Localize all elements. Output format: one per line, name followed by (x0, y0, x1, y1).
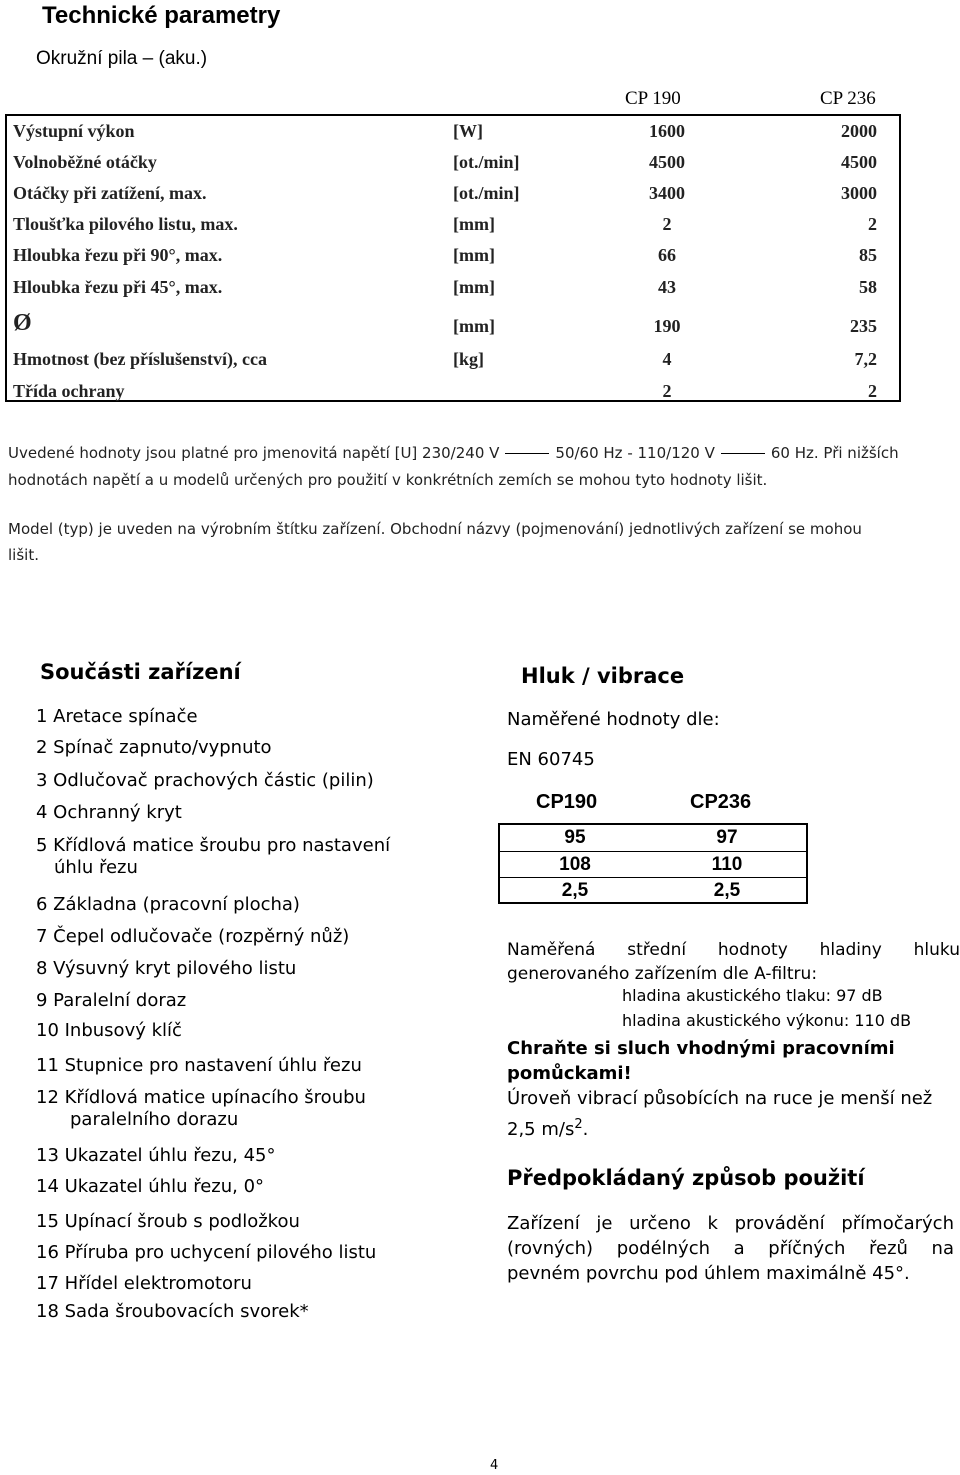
table-row (500, 851, 806, 878)
noise-cp190-value: 2,5 (561, 880, 589, 901)
usage-line3: pevném povrchu pod úhlem maximálně 45°. (507, 1263, 910, 1284)
spec-unit: [W] (453, 121, 483, 141)
list-item: 7 Čepel odlučovače (rozpěrný nůž) (36, 926, 350, 947)
spec-cp190: 4500 (649, 152, 685, 172)
list-item (36, 835, 390, 878)
usage-heading: Předpokládaný způsob použití (507, 1166, 865, 1190)
spec-name: Třída ochrany (13, 381, 125, 401)
list-item: 1 Aretace spínače (36, 706, 198, 727)
list-item: 10 Inbusový klíč (36, 1020, 182, 1041)
spec-name: Hloubka řezu při 90°, max. (13, 245, 223, 265)
diameter-symbol: Ø (13, 310, 32, 336)
voltage-note-line2: hodnotách napětí a u modelů určených pro použití v konkrétních zemích se mohou tyto hodnoty lišit. (8, 471, 768, 489)
noise-cp236-value: 2,5 (713, 880, 741, 901)
noise-cp236-value: 97 (716, 827, 738, 848)
noise-model-cp236: CP236 (690, 791, 752, 813)
spec-unit: [mm] (453, 214, 495, 234)
voltage-note-part: Při nižších (823, 444, 899, 462)
spec-cp190: 2 (662, 381, 672, 401)
spec-cp236: 2 (868, 381, 877, 401)
sound-pressure-level: hladina akustického tlaku: 97 dB (622, 986, 883, 1005)
page-number: 4 (490, 1458, 499, 1473)
model-cp236-header: CP 236 (820, 88, 876, 109)
noise-cp190-value: 108 (559, 854, 591, 875)
usage-line2: (rovných) podélných a příčných řezů na (507, 1238, 954, 1259)
table-row (500, 877, 806, 904)
spec-unit: [mm] (453, 316, 495, 336)
spec-cp190: 4 (662, 349, 672, 369)
vibration-text (507, 1086, 960, 1143)
vibration-value: 2,5 m/s (507, 1119, 575, 1140)
spec-cp236: 4500 (841, 152, 877, 172)
noise-table (498, 823, 808, 904)
spec-cp190: 43 (658, 277, 676, 297)
spec-cp236: 2000 (841, 121, 877, 141)
spec-name: Výstupní výkon (13, 121, 135, 141)
dash-line (721, 453, 765, 454)
list-item: 13 Ukazatel úhlu řezu, 45° (36, 1145, 276, 1166)
list-item-continuation: úhlu řezu (54, 857, 138, 878)
spec-name: Hloubka řezu při 45°, max. (13, 277, 223, 297)
spec-cp190: 1600 (649, 121, 685, 141)
usage-text (507, 1211, 954, 1286)
noise-model-cp190: CP190 (536, 791, 598, 813)
list-item: 8 Výsuvný kryt pilového listu (36, 958, 297, 979)
list-item-text: 5 Křídlová matice šroubu pro nastavení (36, 835, 391, 856)
spec-cp236: 58 (859, 277, 877, 297)
list-item: 9 Paralelní doraz (36, 990, 187, 1011)
list-item-text: 12 Křídlová matice upínacího šroubu (36, 1087, 366, 1108)
list-item: 16 Příruba pro uchycení pilového listu (36, 1242, 377, 1263)
voltage-note-part: Uvedené hodnoty jsou platné pro jmenovitá napětí [U] 230/240 V (8, 444, 500, 462)
vibration-line1: Úroveň vibrací působících na ruce je menší než (507, 1088, 933, 1109)
voltage-note-part: 50/60 Hz - 110/120 V (555, 444, 715, 462)
spec-unit: [mm] (453, 245, 495, 265)
vibration-end: . (582, 1119, 589, 1140)
table-row (500, 825, 806, 851)
noise-heading: Hluk / vibrace (521, 664, 685, 688)
spec-cp190: 2 (662, 214, 672, 234)
model-cp190-header: CP 190 (625, 88, 681, 109)
measured-by-label: Naměřené hodnoty dle: (507, 709, 720, 730)
spec-cp190: 66 (658, 245, 676, 265)
page-subtitle: Okružní pila – (aku.) (36, 48, 208, 69)
list-item-continuation: paralelního dorazu (70, 1109, 239, 1130)
spec-name: Tloušťka pilového listu, max. (13, 214, 238, 234)
spec-cp236: 2 (868, 214, 877, 234)
spec-unit: [kg] (453, 349, 484, 369)
spec-cp190: 3400 (649, 183, 685, 203)
spec-cp236: 85 (859, 245, 877, 265)
dash-line (505, 453, 549, 454)
noise-level-intro-line1: Naměřená střední hodnoty hladiny hluku (507, 940, 960, 960)
spec-cp236: 3000 (841, 183, 877, 203)
list-item: 17 Hřídel elektromotoru (36, 1273, 252, 1294)
spec-name: Volnoběžné otáčky (13, 152, 157, 172)
list-item: 4 Ochranný kryt (36, 802, 182, 823)
noise-level-intro-line2: generovaného zařízením dle A-filtru: (507, 964, 818, 984)
voltage-note-part: 60 Hz. (770, 444, 819, 462)
list-item (36, 1087, 366, 1130)
sound-power-level: hladina akustického výkonu: 110 dB (622, 1011, 912, 1030)
parts-heading: Součásti zařízení (40, 660, 241, 684)
noise-level-intro (507, 938, 960, 986)
list-item: 18 Sada šroubovacích svorek* (36, 1301, 309, 1322)
list-item: 3 Odlučovač prachových částic (pilin) (36, 770, 374, 791)
spec-cp236: 235 (850, 316, 877, 336)
spec-unit: [ot./min] (453, 183, 520, 203)
list-item: 6 Základna (pracovní plocha) (36, 894, 300, 915)
vibration-line2 (507, 1112, 960, 1143)
spec-unit: [ot./min] (453, 152, 520, 172)
page-title: Technické parametry (42, 2, 281, 29)
model-note-line1: Model (typ) je uveden na výrobním štítku zařízení. Obchodní názvy (pojmenování) jednotlivých zařízení se mohou (8, 520, 862, 538)
spec-cp190: 190 (653, 316, 681, 336)
list-item: 14 Ukazatel úhlu řezu, 0° (36, 1176, 265, 1197)
noise-cp190-value: 95 (564, 827, 586, 848)
spec-name: Hmotnost (bez příslušenství), cca (13, 349, 267, 369)
hearing-warning: Chraňte si sluch vhodnými pracovními pomůckami! (507, 1038, 895, 1084)
vibration-exponent: 2 (574, 1117, 583, 1132)
standard-label: EN 60745 (507, 749, 595, 770)
voltage-note-line1 (8, 444, 899, 462)
spec-table (5, 114, 901, 402)
spec-name: Otáčky při zatížení, max. (13, 183, 207, 203)
list-item: 11 Stupnice pro nastavení úhlu řezu (36, 1055, 362, 1076)
list-item: 15 Upínací šroub s podložkou (36, 1211, 300, 1232)
spec-cp236: 7,2 (854, 349, 877, 369)
usage-line1: Zařízení je určeno k provádění přímočarých (507, 1213, 954, 1234)
spec-unit: [mm] (453, 277, 495, 297)
model-note-line2: lišit. (8, 546, 39, 564)
noise-cp236-value: 110 (711, 854, 743, 875)
list-item: 2 Spínač zapnuto/vypnuto (36, 737, 272, 758)
